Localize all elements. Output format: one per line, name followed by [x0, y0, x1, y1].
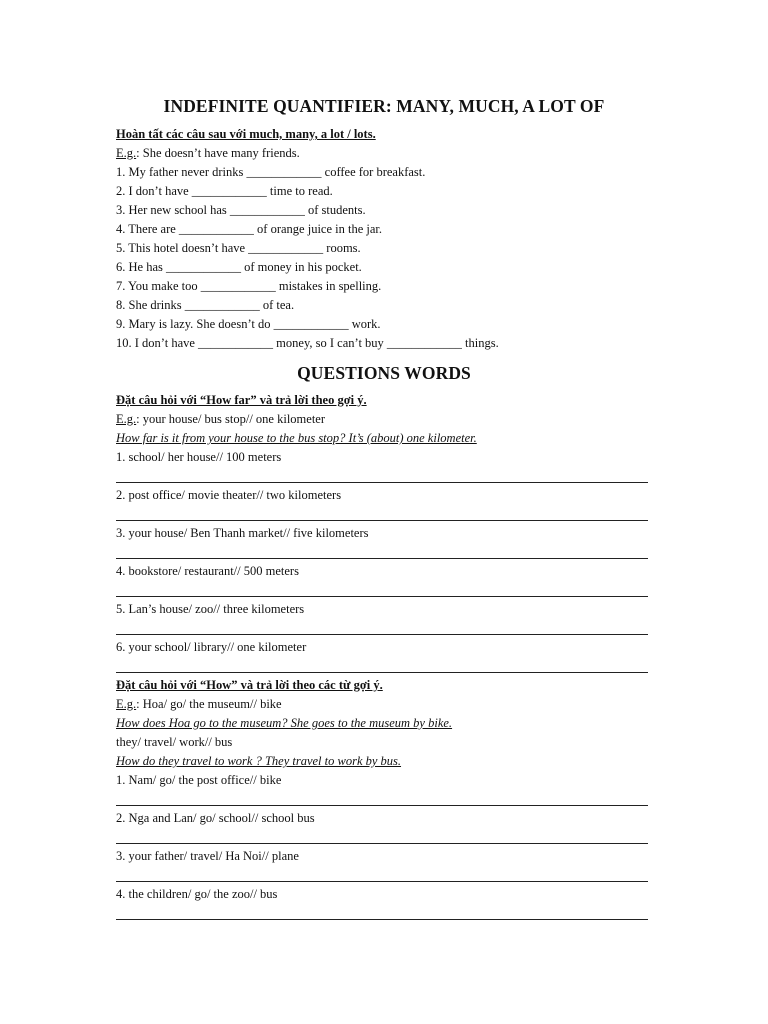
- section1-example: [116, 146, 300, 161]
- s1-item-4: 4. There are ____________ of orange juice in the jar.: [116, 222, 383, 236]
- s1-item-7: 7. You make too ____________ mistakes in spelling.: [116, 279, 382, 293]
- s1-item-3: 3. Her new school has ____________ of students.: [116, 203, 366, 217]
- answer-line[interactable]: [116, 596, 648, 597]
- answer-line[interactable]: [116, 482, 648, 483]
- example-text: : She doesn’t have many friends.: [136, 146, 300, 160]
- answer-line[interactable]: [116, 843, 648, 844]
- answer-line[interactable]: [116, 805, 648, 806]
- section2-example-answer: How far is it from your house to the bus stop? It’s (about) one kilometer.: [116, 431, 477, 445]
- example-label: E.g.: [116, 412, 137, 426]
- section2-instruction: Đặt câu hỏi với “How far” và trả lời theo gợi ý.: [116, 393, 367, 407]
- s1-item-1: 1. My father never drinks ____________ coffee for breakfast.: [116, 165, 426, 179]
- s3-item-4: 4. the children/ go/ the zoo// bus: [116, 887, 278, 901]
- answer-line[interactable]: [116, 558, 648, 559]
- answer-line[interactable]: [116, 919, 648, 920]
- section3-example2-prompt: they/ travel/ work// bus: [116, 735, 233, 749]
- s3-item-2: 2. Nga and Lan/ go/ school// school bus: [116, 811, 315, 825]
- example-text: : your house/ bus stop// one kilometer: [136, 412, 326, 426]
- section3-instruction: Đặt câu hỏi với “How” và trả lời theo các từ gợi ý.: [116, 678, 383, 692]
- section2-example: [116, 412, 325, 427]
- answer-line[interactable]: [116, 520, 648, 521]
- section3-example-answer: How does Hoa go to the museum? She goes to the museum by bike.: [116, 716, 453, 730]
- s2-item-5: 5. Lan’s house/ zoo// three kilometers: [116, 602, 305, 616]
- answer-line[interactable]: [116, 672, 648, 673]
- section3-example2-answer: How do they travel to work ? They travel to work by bus.: [116, 754, 402, 768]
- example-label: E.g.: [116, 146, 137, 160]
- section2-title: QUESTIONS WORDS: [297, 363, 471, 383]
- s1-item-8: 8. She drinks ____________ of tea.: [116, 298, 295, 312]
- answer-line[interactable]: [116, 634, 648, 635]
- s2-item-1: 1. school/ her house// 100 meters: [116, 450, 282, 464]
- s1-item-9: 9. Mary is lazy. She doesn’t do ____________ work.: [116, 317, 381, 331]
- section1-title: INDEFINITE QUANTIFIER: MANY, MUCH, A LOT OF: [163, 96, 605, 116]
- s1-item-2: 2. I don’t have ____________ time to read.: [116, 184, 333, 198]
- section1-instruction: Hoàn tất các câu sau với much, many, a lot / lots.: [116, 127, 376, 141]
- s2-item-2: 2. post office/ movie theater// two kilometers: [116, 488, 342, 502]
- s2-item-3: 3. your house/ Ben Thanh market// five kilometers: [116, 526, 369, 540]
- s2-item-4: 4. bookstore/ restaurant// 500 meters: [116, 564, 299, 578]
- s2-item-6: 6. your school/ library// one kilometer: [116, 640, 307, 654]
- s1-item-5: 5. This hotel doesn’t have ____________ rooms.: [116, 241, 361, 255]
- example-text: : Hoa/ go/ the museum// bike: [136, 697, 282, 711]
- s3-item-3: 3. your father/ travel/ Ha Noi// plane: [116, 849, 299, 863]
- s1-item-6: 6. He has ____________ of money in his pocket.: [116, 260, 362, 274]
- s1-item-10: 10. I don’t have ____________ money, so I can’t buy ____________ things.: [116, 336, 499, 350]
- s3-item-1: 1. Nam/ go/ the post office// bike: [116, 773, 282, 787]
- section3-example: [116, 697, 282, 712]
- example-label: E.g.: [116, 697, 137, 711]
- answer-line[interactable]: [116, 881, 648, 882]
